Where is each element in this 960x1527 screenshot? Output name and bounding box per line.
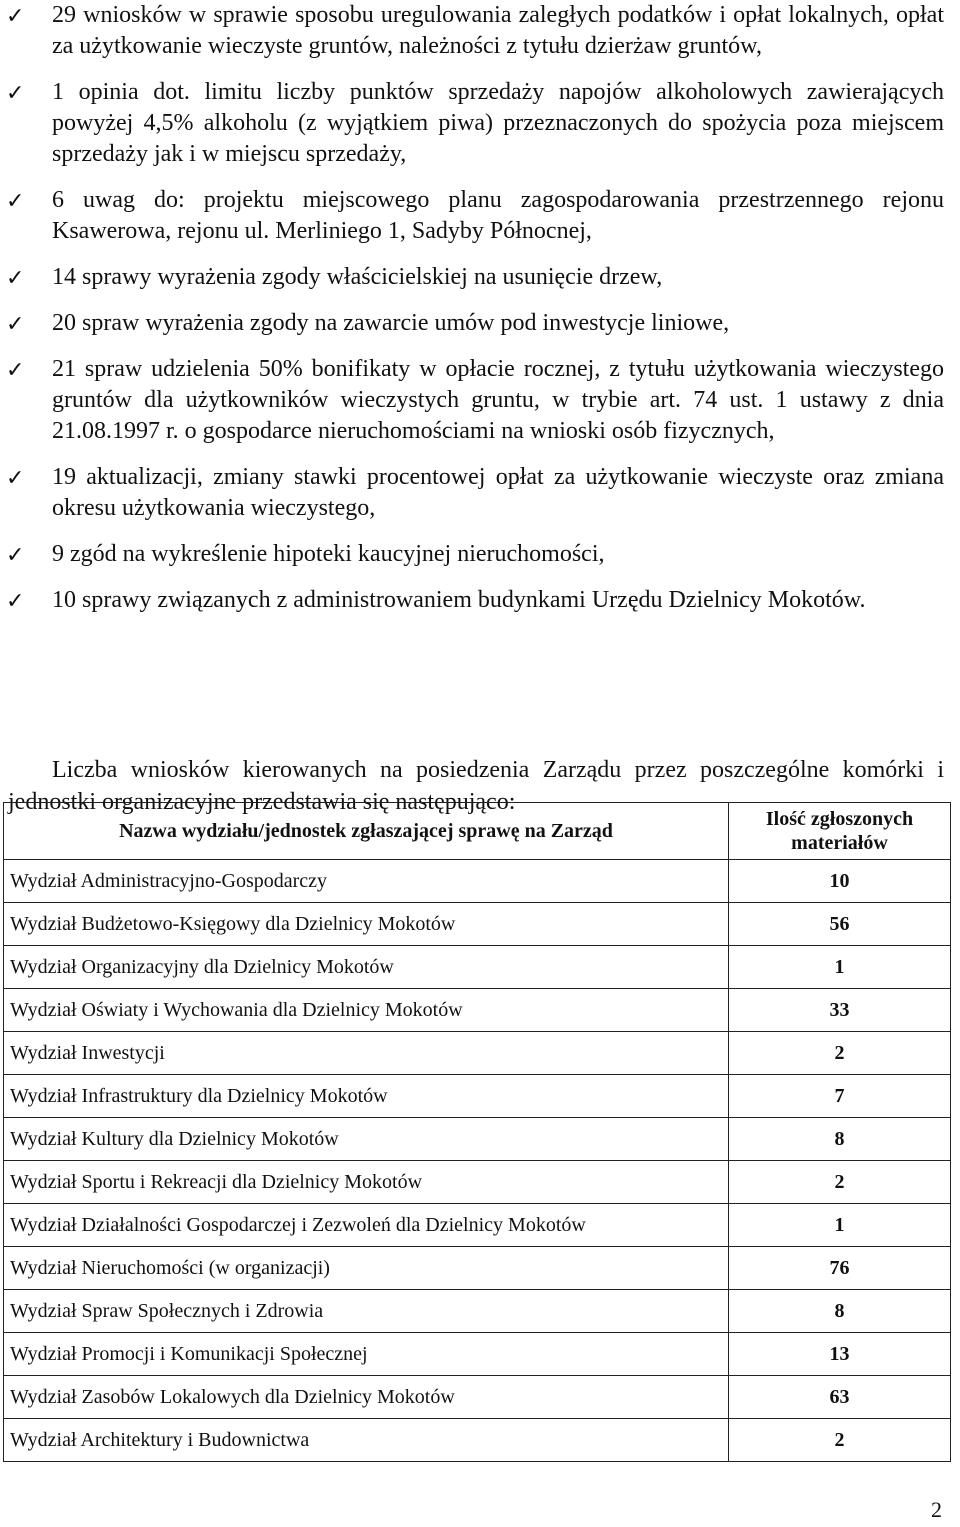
page-number: 2: [931, 1497, 942, 1522]
table-row: [4, 1032, 951, 1075]
check-mark-icon: ✓: [6, 4, 25, 29]
list-item: ✓ 20 spraw wyrażenia zgody na zawarcie umów pod inwestycje liniowe,: [0, 308, 960, 339]
unit-name: Wydział Spraw Społecznych i Zdrowia: [4, 1290, 729, 1333]
unit-name: Wydział Organizacyjny dla Dzielnicy Mokotów: [4, 946, 729, 989]
unit-count: 13: [729, 1333, 951, 1376]
unit-count: 8: [729, 1290, 951, 1333]
unit-count: 10: [729, 860, 951, 903]
check-mark-icon: ✓: [6, 189, 25, 214]
unit-name: Wydział Zasobów Lokalowych dla Dzielnicy Mokotów: [4, 1376, 729, 1419]
unit-name: Wydział Administracyjno-Gospodarczy: [4, 860, 729, 903]
list-item: ✓ 9 zgód na wykreślenie hipoteki kaucyjnej nieruchomości,: [0, 539, 960, 570]
unit-count: 8: [729, 1118, 951, 1161]
unit-name: Wydział Kultury dla Dzielnicy Mokotów: [4, 1118, 729, 1161]
check-mark-icon: ✓: [6, 312, 25, 337]
table-row: [4, 1075, 951, 1118]
unit-count: 1: [729, 946, 951, 989]
check-mark-icon: ✓: [6, 358, 25, 383]
list-item: ✓ 14 sprawy wyrażenia zgody właścicielskiej na usunięcie drzew,: [0, 262, 960, 293]
unit-name: Wydział Nieruchomości (w organizacji): [4, 1247, 729, 1290]
unit-count: 1: [729, 1204, 951, 1247]
unit-count: 2: [729, 1032, 951, 1075]
unit-name: Wydział Sportu i Rekreacji dla Dzielnicy Mokotów: [4, 1161, 729, 1204]
table-row: [4, 860, 951, 903]
list-item: ✓ 19 aktualizacji, zmiany stawki procentowej opłat za użytkowanie wieczyste oraz zmiana okresu użytkowania wieczystego,: [6, 464, 944, 521]
table-row: [4, 1290, 951, 1333]
table-row: [4, 1247, 951, 1290]
unit-count: 7: [729, 1075, 951, 1118]
unit-name: Wydział Oświaty i Wychowania dla Dzielnicy Mokotów: [4, 989, 729, 1032]
table-row: [4, 1419, 951, 1462]
table-row: [4, 989, 951, 1032]
unit-name: Wydział Inwestycji: [4, 1032, 729, 1075]
check-mark-icon: ✓: [6, 266, 25, 291]
unit-count: 63: [729, 1376, 951, 1419]
unit-count: 76: [729, 1247, 951, 1290]
list-item: ✓ 29 wniosków w sprawie sposobu uregulowania zaległych podatków i opłat lokalnych, opłat za użytkowanie wieczyste gruntów, należności z tytułu dzierżaw gruntów,: [6, 2, 944, 59]
check-mark-icon: ✓: [6, 589, 25, 614]
table-row: [4, 1204, 951, 1247]
table-row: [4, 1118, 951, 1161]
unit-count: 33: [729, 989, 951, 1032]
check-mark-icon: ✓: [6, 543, 25, 568]
list-item: ✓ 6 uwag do: projektu miejscowego planu zagospodarowania przestrzennego rejonu Ksawerowa, rejonu ul. Merliniego 1, Sadyby Północnej,: [6, 187, 944, 244]
unit-count: 2: [729, 1161, 951, 1204]
table-row: [4, 1333, 951, 1376]
table-header-row: [4, 803, 951, 860]
list-item: ✓ 1 opinia dot. limitu liczby punktów sprzedaży napojów alkoholowych zawierających powyżej 4,5% alkoholu (z wyjątkiem piwa) przeznaczonych do spożycia poza miejscem sprzedaży jak i w miejscu sprzedaży,: [6, 79, 944, 167]
unit-name: Wydział Infrastruktury dla Dzielnicy Mokotów: [4, 1075, 729, 1118]
unit-count: 2: [729, 1419, 951, 1462]
table-row: [4, 1376, 951, 1419]
bullet-list: [0, 0, 960, 631]
unit-name: Wydział Budżetowo-Księgowy dla Dzielnicy Mokotów: [4, 903, 729, 946]
submissions-table: [3, 802, 951, 1462]
intro-paragraph: Liczba wniosków kierowanych na posiedzenia Zarządu przez poszczególne komórki i jednostki organizacyjne przedstawia się następująco:: [8, 757, 944, 815]
table-row: [4, 1161, 951, 1204]
column-header-count: Ilość zgłoszonych materiałów: [729, 803, 951, 860]
table-row: [4, 903, 951, 946]
unit-name: Wydział Działalności Gospodarczej i Zezwoleń dla Dzielnicy Mokotów: [4, 1204, 729, 1247]
column-header-unit: Nazwa wydziału/jednostek zgłaszającej sprawę na Zarząd: [4, 803, 729, 860]
list-item: ✓ 10 sprawy związanych z administrowaniem budynkami Urzędu Dzielnicy Mokotów.: [0, 585, 960, 616]
list-item: ✓ 21 spraw udzielenia 50% bonifikaty w opłacie rocznej, z tytułu użytkowania wieczystego gruntów dla użytkowników wieczystych gruntu, w trybie art. 74 ust. 1 ustawy z dnia 21.08.1997 r. o gospodarce nieruchomościami na wnioski osób fizycznych,: [6, 356, 944, 444]
check-mark-icon: ✓: [6, 466, 25, 491]
table-row: [4, 946, 951, 989]
check-mark-icon: ✓: [6, 81, 25, 106]
unit-name: Wydział Architektury i Budownictwa: [4, 1419, 729, 1462]
unit-count: 56: [729, 903, 951, 946]
unit-name: Wydział Promocji i Komunikacji Społecznej: [4, 1333, 729, 1376]
